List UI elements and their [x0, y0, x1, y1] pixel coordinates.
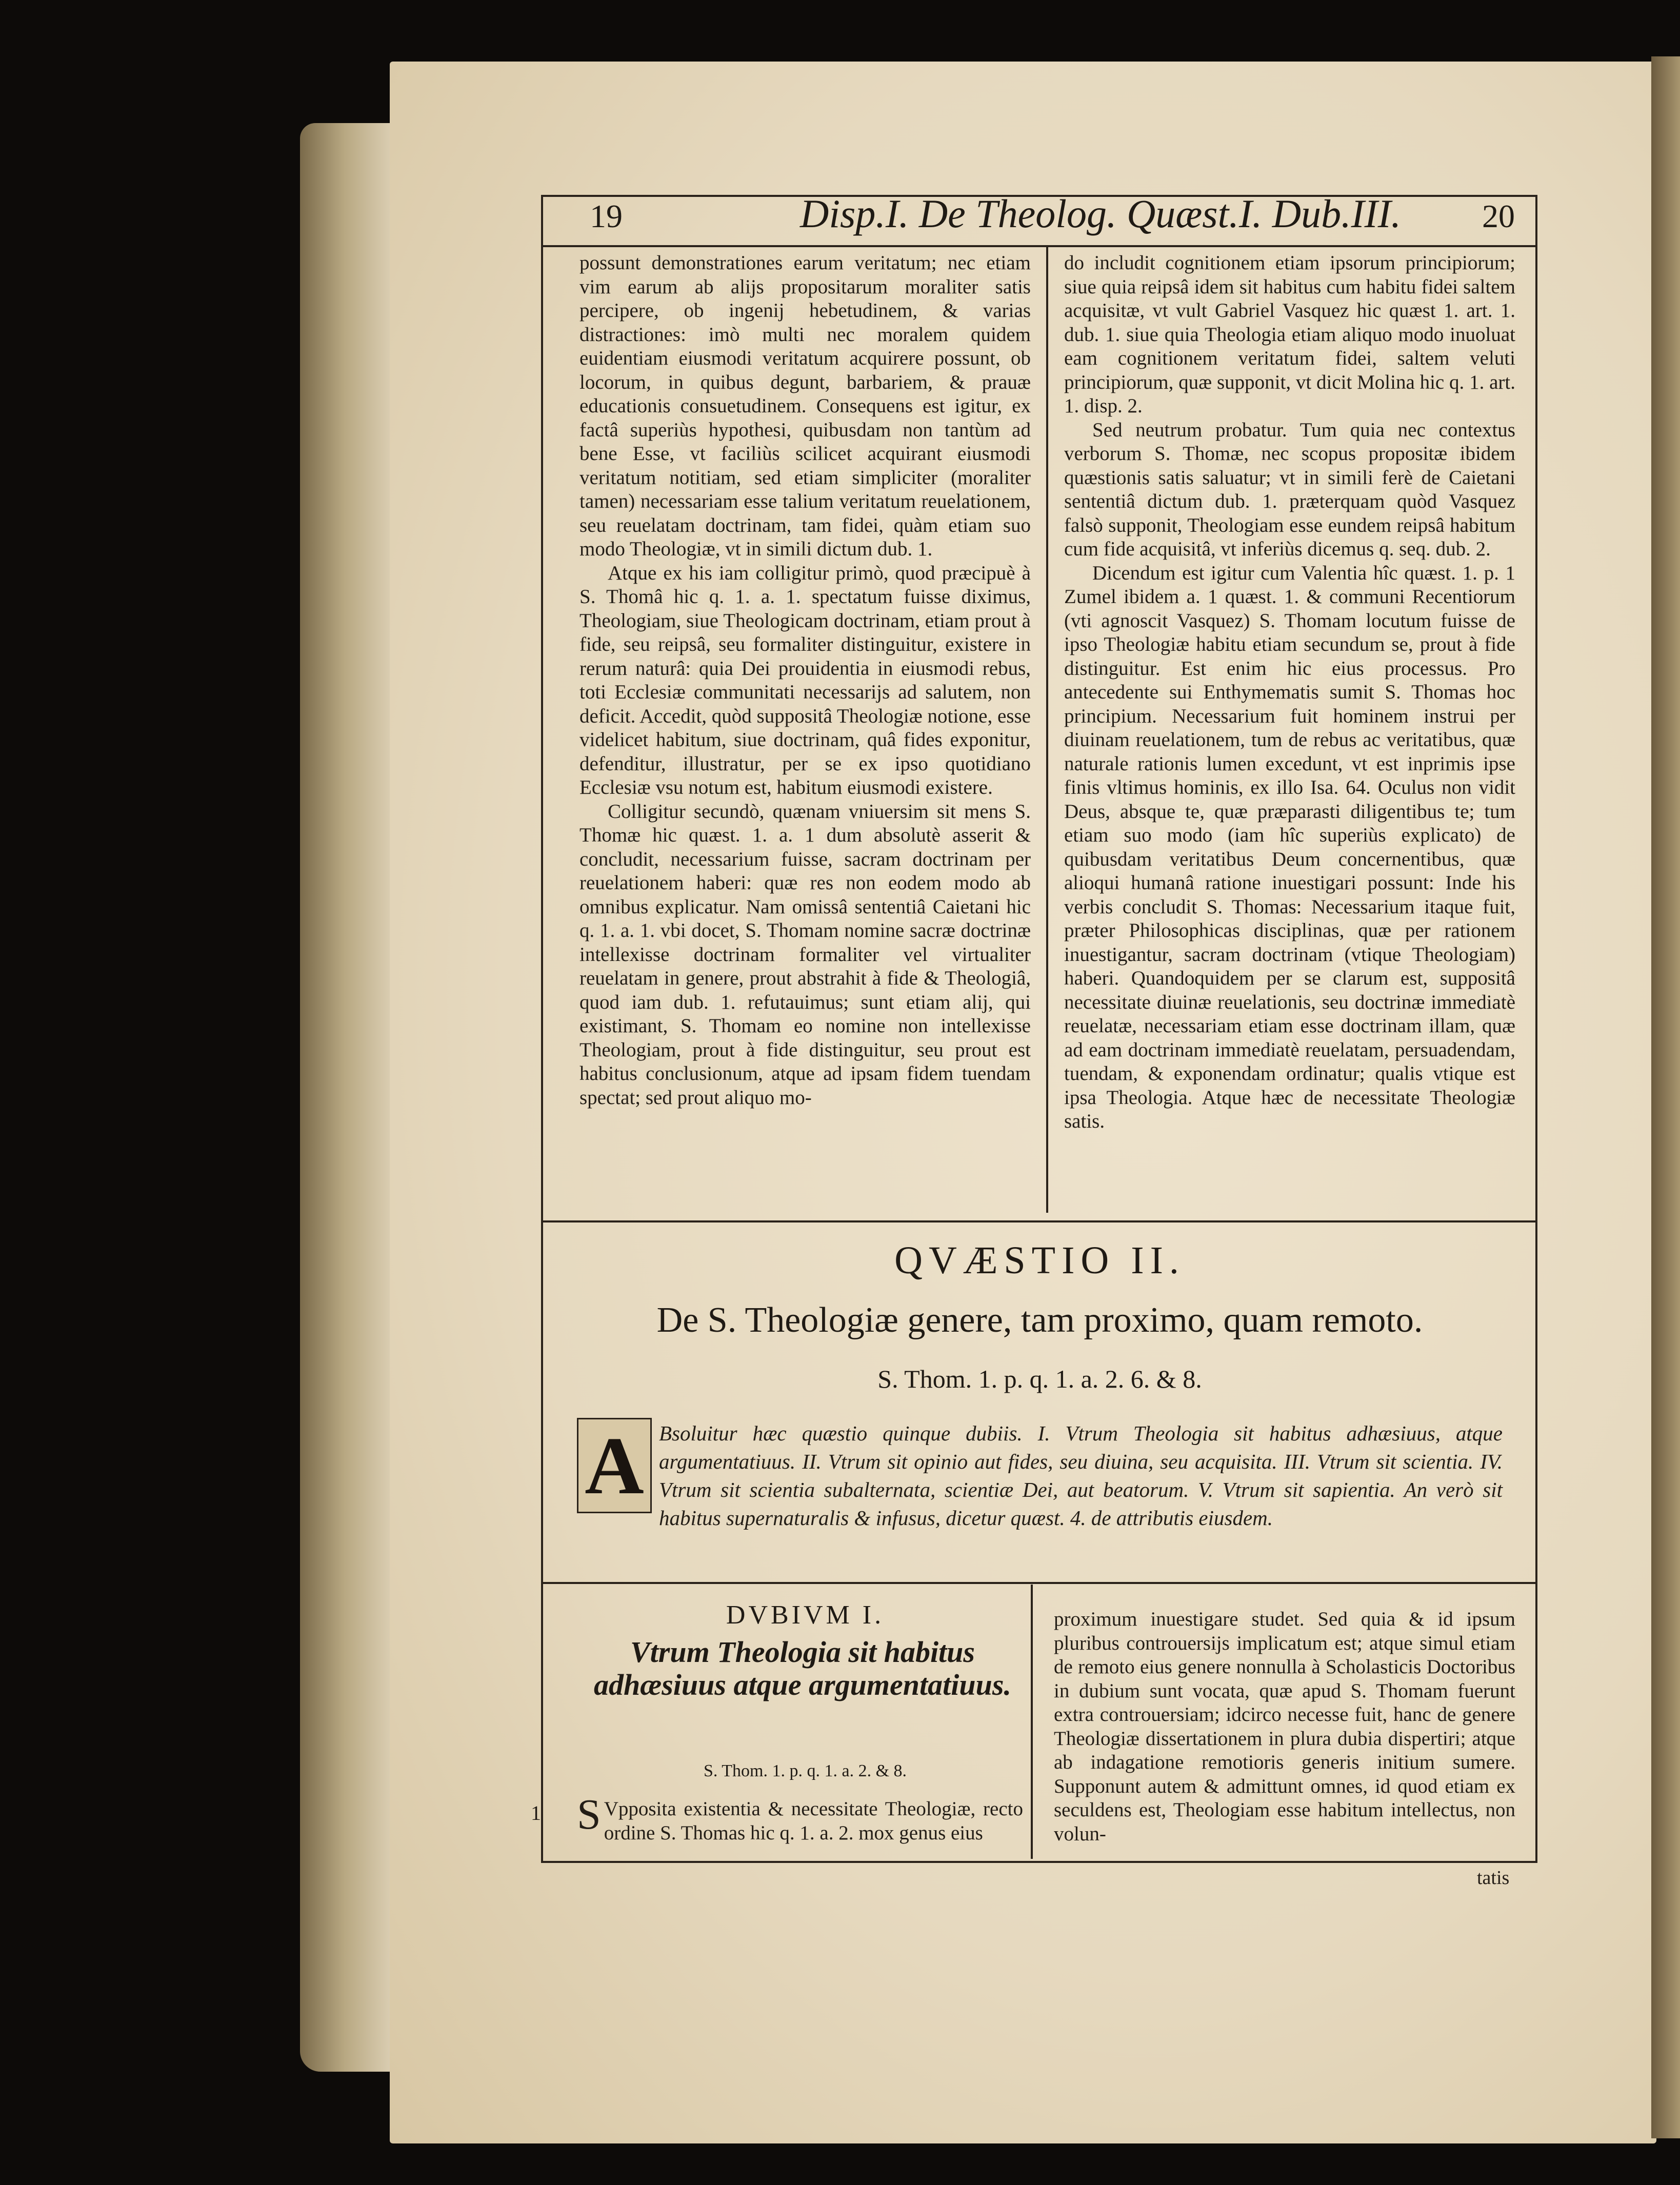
dubium-initial: S [577, 1791, 601, 1838]
summary-text: Bsoluitur hæc quæstio quinque dubiis. I. Vtrum Theologia sit habitus adhæsiuus, atque argumentatiuus. II. Vtrum sit opinio aut fides, seu diuina, seu acquisita. III. Vtrum sit scientia. IV. Vtrum sit scientia subalternata, scientiæ Dei, aut beatorum. V. Vtrum sit sapientia. An verò sit habitus supernaturalis & infusus, dicetur quæst. 4. de attributis eiusdem. [659, 1421, 1503, 1530]
lower-column-divider [1031, 1585, 1033, 1859]
dubium-right-text [1054, 1608, 1515, 1846]
paragraph: Sed neutrum probatur. Tum quia nec contextus verborum S. Thomæ, nec scopus propositæ ibidem quæstionis satis saluatur; vt in simili ferè de Caietani sententiâ dictum dub. 1. præterquam quòd Vasquez falsò supponit, Theologiam esse eundem reipsâ habitum cum fide acquisitâ, vt inferiùs dicemus q. seq. dub. 2. [1064, 418, 1515, 560]
catchword: tatis [1477, 1867, 1510, 1889]
header-rule [541, 245, 1537, 247]
left-column [579, 251, 1031, 1110]
initial-letter: A [585, 1420, 644, 1511]
dubium-left-text [577, 1791, 1023, 1845]
dubium-reference: S. Thom. 1. p. q. 1. a. 2. & 8. [703, 1761, 907, 1780]
right-column [1064, 251, 1515, 1134]
dubium-title: DVBIVM I. [726, 1600, 885, 1630]
paragraph: do includit cognitionem etiam ipsorum principiorum; siue quia reipsâ idem sit habitus cum habitu fidei saltem acquisitæ, vt vult Gabriel Vasquez hic quæst 1. art. 1. dub. 1. siue quia Theologia etiam aliquo modo inuoluat eam cognitionem veritatum fidei, saltem veluti principiorum, quæ supponit, vt dicit Molina hic q. 1. art. 1. disp. 2. [1064, 252, 1515, 417]
running-title: Disp.I. De Theolog. Quæst.I. Dub.III. [800, 191, 1402, 236]
paragraph: Atque ex his iam colligitur primò, quod præcipuè à S. Thomâ hic q. 1. a. 1. spectatum fuisse diximus, Theologiam, siue Theologicam doctrinam, etiam prout à fide, seu reipsâ, seu formaliter distinguitur, existere in rerum naturâ: quia Dei prouidentia in eiusmodi rebus, toti Ecclesiæ communitati necessarijs ad salutem, non deficit. Accedit, quòd suppositâ Theologiæ notione, esse videlicet habitum, siue doctrinam, quâ fides exponitur, defenditur, illustratur, per se ex ipso quotidiano Ecclesiæ vsu notum est, habitum eiusmodi existere. [579, 562, 1031, 798]
paragraph: possunt demonstrationes earum veritatum; nec etiam vim earum ab alijs propositarum moraliter satis percipere, ob ingenij hebetudinem, & varias distractiones: imò multi nec moralem quidem euidentiam eiusmodi veritatum acquirere possunt, ob locorum, in quibus degunt, barbariem, & prauæ educationis consuetudinem. Consequens est igitur, ex factâ superiùs hypothesi, quibusdam non tantùm ad bene Esse, vt faciliùs scilicet acquirant eiusmodi veritatum notitiam, sed etiam simpliciter (moraliter tamen) necessariam esse talium veritatum reuelationem, seu reuelatam doctrinam, tam fidei, quàm etiam suo modo Theologiæ, vt in simili dictum dub. 1. [579, 252, 1031, 560]
quaestio-reference: S. Thom. 1. p. q. 1. a. 2. 6. & 8. [877, 1365, 1202, 1393]
dubium-left-paragraph: Vpposita existentia & necessitate Theologiæ, recto ordine S. Thomas hic q. 1. a. 2. mox genus eius [604, 1798, 1023, 1844]
page-number-right: 20 [1482, 198, 1515, 234]
upper-column-divider [1046, 246, 1048, 1213]
paragraph: Dicendum est igitur cum Valentia hîc quæst. 1. p. 1 Zumel ibidem a. 1 quæst. 1. & communi Recentiorum (vti agnoscit Vasquez) S. Thomam locutum fuisse de ipso Theologiæ habitu etiam secundum se, prout à fide distinguitur. Est enim hic eius processus. Pro antecedente sui Enthymematis sumit S. Thomas hoc principium. Necessarium fuit hominem instrui per diuinam reuelationem, tum de rebus ac veritatibus, quæ naturale rationis lumen excedunt, vt est inprimis ipse finis vltimus hominis, ex illo Isa. 64. Oculus non vidit Deus, absque te, quæ præparasti diligentibus te; tum etiam suo modo (iam hîc superiùs explicato) de quibusdam veritatibus Deum concernentibus, quæ alioqui humanâ ratione inuestigari possunt: Inde his verbis concludit S. Thomas: Necessarium itaque fuit, præter Philosophicas disciplinas, quæ per rationem inuestigantur, sacram doctrinam (vtique Theologiam) haberi. Quandoquidem per se clarum est, suppositâ necessitate diuinæ reuelationis, seu doctrinæ immediatè reuelatæ, necessariam etiam esse doctrinam illam, quæ ad eam doctrinam immediatè reuelatam, persuadendam, tuendam, & exponendam ordinatur; qualis vtique est ipsa Theologia. Atque hæc de necessitate Theologiæ satis. [1064, 562, 1515, 1132]
dubium-right-paragraph: proximum inuestigare studet. Sed quia & id ipsum pluribus controuersijs implicatum est; atque simul etiam de remoto eius genere nonnulla à Scholasticis Doctoribus in dubium sunt vocata, quæ apud S. Thomam fuerunt extra controuersiam; idcirco necesse fuit, hanc de genere Theologiæ dissertationem in plura dubia dispertiri; atque ab indagatione remotioris generis initium sumere. Supponunt autem & admittunt omnes, id quod etiam ex seculdens est, Theologiam esse habitum intellectus, non volun- [1054, 1608, 1515, 1845]
dubium-question: Vtrum Theologia sit habitus adhæsiuus atque argumentatiuus. [594, 1635, 1011, 1701]
quaestio-summary [574, 1419, 1503, 1532]
paragraph: Colligitur secundò, quænam vniuersim sit mens S. Thomæ hic quæst. 1. a. 1 dum absolutè asserit & concludit, necessarium fuisse, sacram doctrinam per reuelationem haberi: quæ res non eodem modo ab omnibus explicatur. Nam omissâ sententiâ Caietani hic q. 1. a. 1. vbi docet, S. Thomam nomine sacræ doctrinæ intellexisse doctrinam formaliter vel virtualiter reuelatam in genere, prout abstrahit à fide & Theologiâ, quod iam dub. 1. refutauimus; sunt etiam alij, qui existimant, S. Thomam eo nomine non intellexisse Theologiam, prout à fide distinguitur, seu prout est habitus conclusionum, atque ad ipsam fidem tuendam spectat; sed prout aliquo mo- [579, 800, 1031, 1109]
page-number-left: 19 [590, 198, 623, 234]
next-page-edge [1651, 56, 1680, 2138]
section-rule [541, 1220, 1537, 1222]
quaestio-title: QVÆSTIO II. [894, 1239, 1185, 1282]
quaestio-subtitle: De S. Theologiæ genere, tam proximo, quam remoto. [656, 1300, 1423, 1340]
margin-number: 1 [531, 1801, 541, 1825]
section-rule [541, 1582, 1537, 1584]
